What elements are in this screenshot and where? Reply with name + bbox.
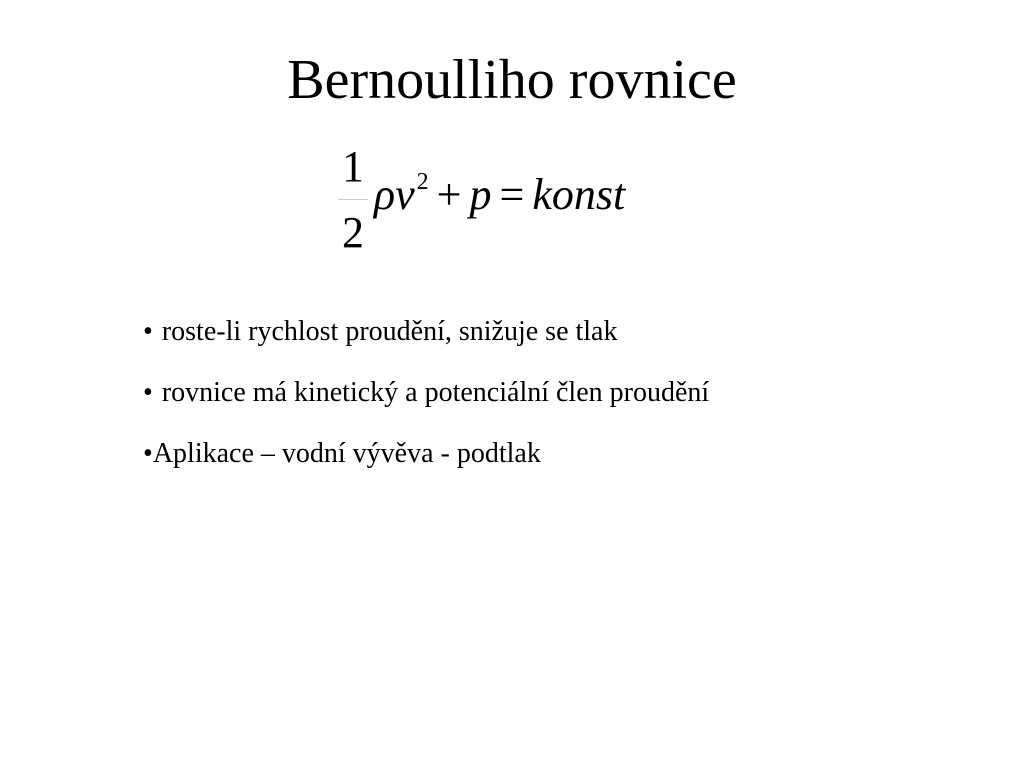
pressure-symbol: p: [469, 170, 492, 219]
fraction-numerator: 1: [342, 142, 364, 191]
equation-expression: [374, 168, 625, 222]
bullet-item: [143, 434, 983, 474]
slide-title: Bernoulliho rovnice: [287, 49, 737, 111]
bullet-text: roste-li rychlost proudění, snižuje se tlak: [161, 316, 618, 347]
bullet-text: Aplikace – vodní vývěva - podtlak: [152, 438, 541, 469]
plus-operator: +: [436, 170, 462, 219]
equals-operator: =: [499, 170, 525, 219]
bullet-text: rovnice má kinetický a potenciální člen proudění: [161, 377, 710, 408]
bullet-marker: •: [143, 377, 153, 408]
fraction-denominator: 2: [342, 208, 364, 257]
velocity-symbol: v: [395, 170, 415, 219]
bullet-list: [143, 312, 983, 495]
bullet-item: [143, 373, 983, 413]
velocity-exponent: 2: [416, 169, 429, 195]
rho-symbol: ρ: [374, 170, 396, 219]
bullet-item: [143, 312, 983, 352]
bullet-marker: •: [143, 316, 153, 347]
fraction-bar: [338, 199, 368, 200]
constant-term: konst: [532, 170, 626, 219]
fraction-one-half: [336, 140, 370, 265]
bernoulli-equation: [330, 140, 700, 265]
bullet-marker: •: [143, 438, 153, 469]
